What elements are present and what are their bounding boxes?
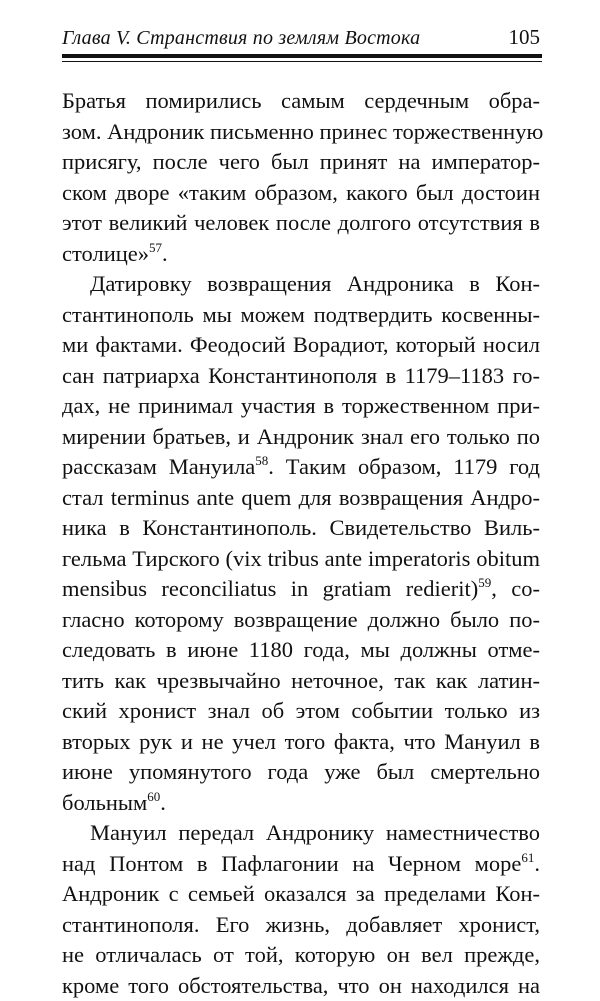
text-line: мирении братьев, и Андроник знал его только по bbox=[62, 422, 540, 453]
header-rule-thin bbox=[62, 61, 542, 62]
text-line: ника в Константинополь. Свидетельство Виль- bbox=[62, 513, 540, 544]
text-line: mensibus reconciliatus in gratiam redierit)$^{59}$, со- bbox=[62, 574, 540, 605]
running-head bbox=[62, 20, 540, 50]
text-line: не отличалась от той, которую он вел прежде, bbox=[62, 940, 540, 971]
text-line: зом. Андроник письменно принес торжественную bbox=[62, 117, 540, 148]
text-line: вторых рук и не учел того факта, что Мануил в bbox=[62, 727, 540, 758]
text-line: больным$^{60}$. bbox=[62, 788, 540, 819]
text-line: Датировку возвращения Андроника в Кон- bbox=[62, 269, 540, 300]
text-line: кроме того обстоятельства, что он находился на bbox=[62, 971, 540, 1001]
text-line: этот великий человек после долгого отсутствия в bbox=[62, 208, 540, 239]
text-line: гласно которому возвращение должно было по- bbox=[62, 605, 540, 636]
text-line: ском дворе «таким образом, какого был достоин bbox=[62, 178, 540, 209]
footnote-ref: 61 bbox=[521, 850, 534, 865]
text-line: ми фактами. Феодосий Ворадиот, который носил bbox=[62, 330, 540, 361]
footnote-ref: 57 bbox=[149, 240, 162, 255]
footnote-ref: 59 bbox=[478, 575, 491, 590]
text-line: ский хронист знал об этом событии только из bbox=[62, 696, 540, 727]
footnote-ref: 60 bbox=[147, 789, 160, 804]
text-line: стантинополя. Его жизнь, добавляет хронист, bbox=[62, 910, 540, 941]
text-line: тить как чрезвычайно неточное, так как латин- bbox=[62, 666, 540, 697]
chapter-title: Глава V. Странствия по землям Востока bbox=[62, 27, 420, 50]
text-line: столице»$^{57}$. bbox=[62, 239, 540, 270]
text-line: Мануил передал Андронику наместничество bbox=[62, 818, 540, 849]
header-rule-thick bbox=[62, 54, 542, 58]
text-line: сан патриарха Константинополя в 1179–1183 го- bbox=[62, 361, 540, 392]
text-line: над Понтом в Пафлагонии на Черном море$^{61}$. bbox=[62, 849, 540, 880]
text-line: следовать в июне 1180 года, мы должны отме- bbox=[62, 635, 540, 666]
text-line: Андроник с семьей оказался за пределами Кон- bbox=[62, 879, 540, 910]
text-line: июне упомянутого года уже был смертельно bbox=[62, 757, 540, 788]
footnote-ref: 58 bbox=[255, 453, 268, 468]
page-number: 105 bbox=[509, 25, 541, 50]
text-line: присягу, после чего был принят на император- bbox=[62, 147, 540, 178]
text-line: стантинополь мы можем подтвердить косвенны- bbox=[62, 300, 540, 331]
text-line: дах, не принимал участия в торжественном при- bbox=[62, 391, 540, 422]
text-line: стал terminus ante quem для возвращения Андро- bbox=[62, 483, 540, 514]
text-line: гельма Тирского (vix tribus ante imperatoris obitum bbox=[62, 544, 540, 575]
body-text bbox=[62, 86, 540, 1001]
text-line: Братья помирились самым сердечным обра- bbox=[62, 86, 540, 117]
text-line: рассказам Мануила$^{58}$. Таким образом, 1179 год bbox=[62, 452, 540, 483]
